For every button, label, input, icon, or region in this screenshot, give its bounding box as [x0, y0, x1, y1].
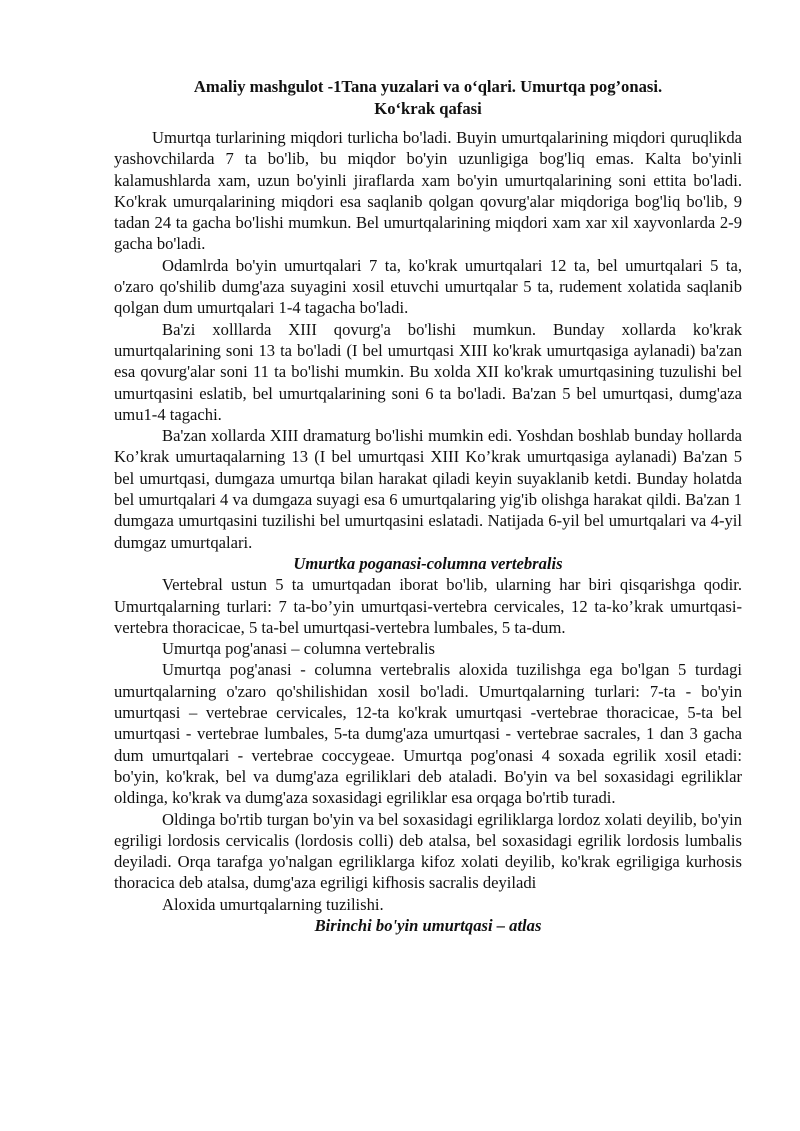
title-line-1: Amaliy mashgulot -1Tana yuzalari va o‘qlari. Umurtqa pog’onasi.	[193, 77, 663, 96]
document-page	[114, 76, 742, 936]
paragraph: Odamlrda bo'yin umurtqalari 7 ta, ko'krak umurtqalari 12 ta, bel umurtqalari 5 ta, o'zaro qo'shilib dumg'aza suyagini xosil etuvchi umurtqalar 5 ta, rudement xolatida saqlanib qolgan dum umurtqalari 1-4 tagacha bo'ladi.	[114, 255, 742, 318]
paragraph: Vertebral ustun 5 ta umurtqadan iborat bo'lib, ularning har biri qisqarishga qodir. Umurtqalarning turlari: 7 ta-bo’yin umurtqasi-vertebra cervicales, 12 ta-ko’krak umurtqasi-vertebra thoracicae, 5 ta-bel umurtqasi-vertebra lumbales, 5 ta-dum.	[114, 575, 742, 637]
title-line-2: Ko‘krak qafasi	[374, 98, 482, 118]
document-title	[114, 76, 742, 119]
paragraph: Aloxida umurtqalarning tuzilishi.	[162, 894, 384, 914]
paragraph: Ba'zi xolllarda XIII qovurg'a bo'lishi mumkun. Bunday xollarda ko'krak umurtqalarining soni 13 ta bo'ladi (I bel umurtqasi XIII ko'krak umurtqasiga aylanadi) ba'zan esa qovurg'alar soni 11 ta bo'lishi mumkin. Bu xolda XII ko'krak umurtqasining tuzulishi bel umurtqasini eslatib, bel umurtqalarining soni 6 ta bo'ladi. Ba'zan 5 bel umurtqasi, dumg'aza umu1-4 tagachi.	[114, 319, 742, 424]
paragraph: Oldinga bo'rtib turgan bo'yin va bel soxasidagi egriliklarga lordoz xolati deyilib, bo'yin egriligi lordosis cervicalis (lordosis colli) deb atalsa, bel soxasidagi egrilik lordosis lumbalis deyiladi. Orqa tarafga yo'nalgan egriliklarga kifoz xolati deyilib, ko'krak egriligiga kurhosis thoracica deb atalsa, dumg'aza egriligi kifhosis sacralis deyiladi	[114, 809, 742, 893]
paragraph: Umurtqa pog'anasi - columna vertebralis aloxida tuzilishga ega bo'lgan 5 turdagi umurtqalarning o'zaro qo'shilishidan xosil bo'ladi. Umurtqalarning turlari: 7-ta - bo'yin umurtqasi – vertebrae cervicales, 12-ta ko'krak umurtqasi -vertebrae thoracicae, 5-ta bel umurtqasi - vertebrae lumbales, 5-ta dumg'aza umurtqasi - vertebrae sacrales, 1 dan 3 gacha dum umurtqalari - vertebrae coccygeae. Umurtqa pog'onasi 4 soxada egrilik xosil etadi: bo'yin, ko'krak, bel va dumg'aza egriliklari deb ataladi. Bo'yin va bel soxasidagi egriliklar oldinga, ko'krak va dumg'aza soxasidagi egriliklar esa orqaga bo'rtib turadi.	[114, 660, 742, 808]
paragraph: Umurtqa pog'anasi – columna vertebralis	[162, 639, 436, 659]
paragraph: Ba'zan xollarda XIII dramaturg bo'lishi mumkin edi. Yoshdan boshlab bunday hollarda Ko’krak umurtaqalarning 13 (I bel umurtqasi XIII Ko’krak umurtqasiga aylanadi) Ba'zan 5 bel umurtqasi, dumgaza umurtqa bilan harakat qiladi keyin suyaklanib ketdi. Bunday holatda bel umurtqalari 4 va dumgaza suyagi esa 6 umurtqalaring yig'ib olishga harakat qildi. Ba'zan 1 dumgaza umurtqasini tuzilishi bel umurtqasini eslatadi. Natijada 6-yil bel umurtqalari va 4-yil dumgaz umurtqalari.	[114, 426, 742, 552]
section-heading: Umurtka poganasi-columna vertebralis	[293, 553, 563, 573]
section-heading: Birinchi bo'yin umurtqasi – atlas	[314, 915, 542, 935]
paragraph: Umurtqa turlarining miqdori turlicha bo'ladi. Buyin umurtqalarining miqdori quruqlikda yashovchilarda 7 ta bo'lib, bu miqdor bo'yin uzunligiga bog'liq emas. Kalta bo'yinli kalamushlarda xam, uzun bo'yinli jiraflarda xam bo'yin umurtqalarining soni ettita bo'ladi. Ko'krak umurqalarining miqdori esa saqlanib qolgan qovurg'alar miqdoriga bog'liq bo'lib, 9 tadan 24 ta gacha bo'lishi mumkun. Bel umurtqalarining miqdori xam xar xil xayvonlarda 2-9 gacha bo'ladi.	[114, 128, 742, 254]
